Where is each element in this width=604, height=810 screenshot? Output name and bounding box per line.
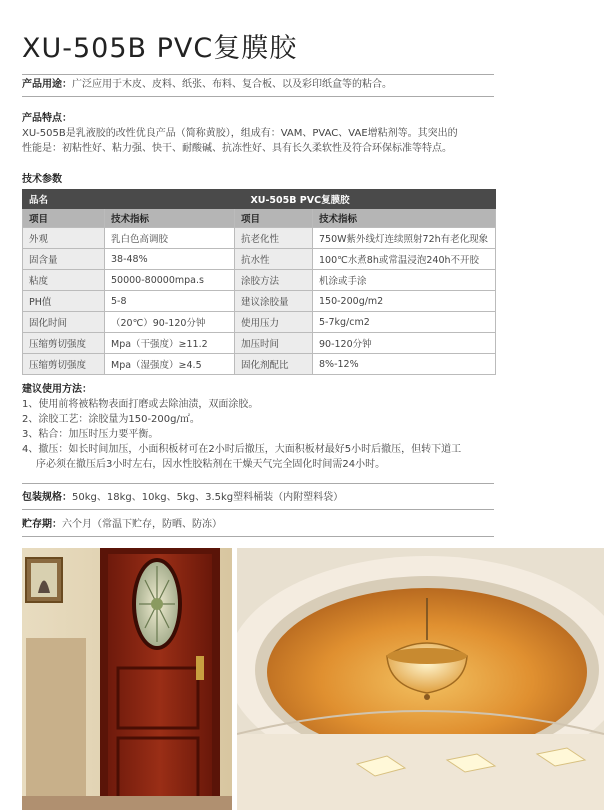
usage-label: 产品用途：: [22, 79, 72, 90]
spec-title-row: [23, 190, 496, 209]
table-row: [23, 333, 496, 354]
table-row: [23, 354, 496, 375]
packaging-label: 包装规格：: [22, 492, 72, 503]
divider: [22, 509, 494, 510]
list-item: 序必须在撤压后3小时左右，因水性胶粘剂在干燥天气完全固化时间需24小时。: [36, 459, 386, 470]
table-row: [23, 270, 496, 291]
table-cell: 机涂或手涂: [313, 270, 496, 291]
product-label-cell: 品名: [23, 190, 105, 209]
table-cell: 5-7kg/cm2: [313, 312, 496, 333]
table-cell: 使用压力: [235, 312, 313, 333]
list-item: 4、撤压：如长时间加压，小面积板材可在2小时后撤压，大面积板材最好5小时后撤压，但转下道工: [22, 444, 462, 455]
list-item: 2、涂胶工艺：涂胶量为150-200g/㎡。: [22, 414, 200, 425]
table-cell: 固化剂配比: [235, 354, 313, 375]
table-cell: 加压时间: [235, 333, 313, 354]
table-cell: 100℃水煮8h或常温浸泡240h不开胶: [313, 249, 496, 270]
table-cell: 抗老化性: [235, 228, 313, 249]
method-label: 建议使用方法：: [22, 384, 92, 395]
spec-header-row: [23, 209, 496, 228]
divider: [22, 536, 494, 537]
table-cell: 压缩剪切强度: [23, 354, 105, 375]
list-item: 3、粘合：加压时压力要平衡。: [22, 429, 159, 440]
table-row: [23, 228, 496, 249]
table-cell: 粘度: [23, 270, 105, 291]
table-cell: 乳白色高调胶: [105, 228, 235, 249]
features-line-2: 性能是：初粘性好、粘力强、快干、耐酸碱、抗冻性好、具有长久柔软性及符合环保标准等特点。: [22, 143, 452, 154]
table-cell: Mpa（干强度）≥11.2: [105, 333, 235, 354]
table-cell: 150-200g/m2: [313, 291, 496, 312]
table-cell: 50000-80000mpa.s: [105, 270, 235, 291]
table-row: [23, 291, 496, 312]
table-cell: 90-120分钟: [313, 333, 496, 354]
door-photo: [22, 548, 232, 810]
header-cell: 项目: [235, 209, 313, 228]
table-cell: 建议涂胶量: [235, 291, 313, 312]
table-cell: 外观: [23, 228, 105, 249]
table-cell: 固含量: [23, 249, 105, 270]
features-section: [22, 111, 500, 156]
storage-label: 贮存期：: [22, 519, 62, 530]
divider: [22, 483, 494, 484]
storage-section: [22, 517, 500, 532]
spec-table: [22, 189, 496, 375]
table-row: [23, 312, 496, 333]
list-item: 1、使用前将被粘物表面打磨或去除油渍，双面涂胶。: [22, 399, 259, 410]
header-cell: 技术指标: [313, 209, 496, 228]
divider: [22, 74, 494, 75]
table-cell: PH值: [23, 291, 105, 312]
page-title: XU-505B PVC复膜胶: [22, 33, 298, 64]
table-row: [23, 249, 496, 270]
table-cell: 8%-12%: [313, 354, 496, 375]
features-line-1: XU-505B是乳液胶的改性优良产品（简称黄胶），组成有：VAM、PVAC、VAE增粘剂等。其突出的: [22, 128, 458, 139]
tech-section-label: 技术参数: [22, 174, 62, 185]
usage-text: 广泛应用于木皮、皮料、纸张、布料、复合板、以及彩印纸盒等的粘合。: [72, 79, 392, 90]
header-cell: 技术指标: [105, 209, 235, 228]
packaging-text: 50kg、18kg、10kg、5kg、3.5kg塑料桶装（内附塑料袋）: [72, 492, 344, 503]
table-cell: 5-8: [105, 291, 235, 312]
table-cell: 固化时间: [23, 312, 105, 333]
table-cell: 抗水性: [235, 249, 313, 270]
table-cell: 压缩剪切强度: [23, 333, 105, 354]
features-label: 产品特点：: [22, 113, 72, 124]
table-cell: （20℃）90-120分钟: [105, 312, 235, 333]
header-cell: 项目: [23, 209, 105, 228]
ceiling-photo: [237, 548, 604, 810]
storage-text: 六个月（常温下贮存，防晒、防冻）: [62, 519, 222, 530]
table-cell: 涂胶方法: [235, 270, 313, 291]
table-cell: Mpa（湿强度）≥4.5: [105, 354, 235, 375]
table-cell: 38-48%: [105, 249, 235, 270]
packaging-section: [22, 490, 500, 505]
divider: [22, 96, 494, 97]
method-section: [22, 382, 500, 472]
table-cell: 750W紫外线灯连续照射72h有老化现象: [313, 228, 496, 249]
usage-section: [22, 77, 500, 92]
product-name-cell: XU-505B PVC复膜胶: [105, 190, 496, 209]
